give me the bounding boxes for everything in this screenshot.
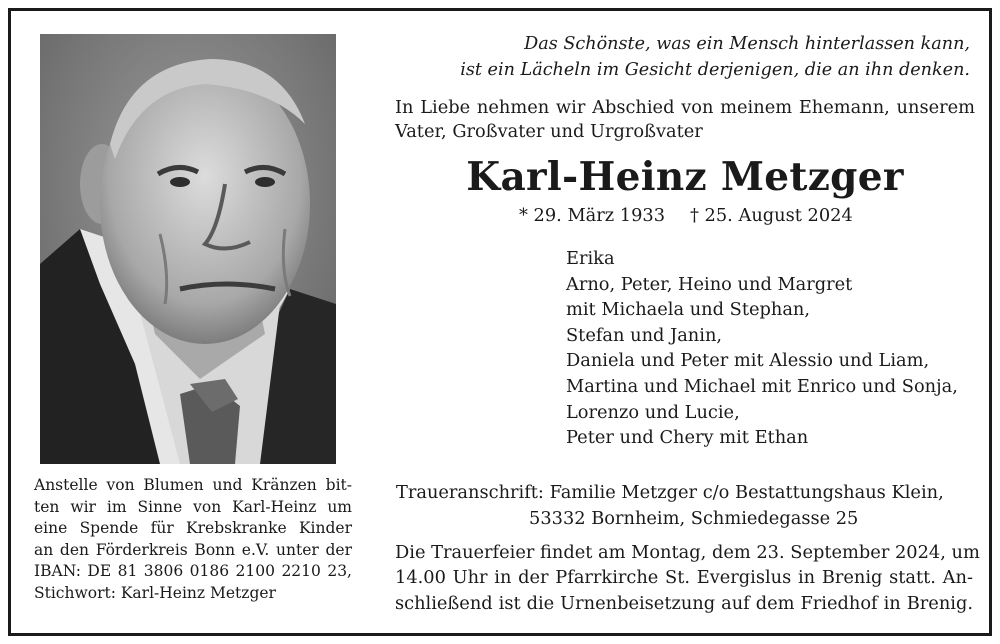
- intro-text: [395, 96, 975, 144]
- portrait-photo: [40, 34, 336, 464]
- deceased-name: Karl-Heinz Metzger: [466, 154, 904, 200]
- address-line-2: 53332 Bornheim, Schmiedegasse 25: [529, 508, 859, 529]
- family-line: Peter und Chery mit Ethan: [566, 427, 809, 449]
- donation-line: ten wir im Sinne von Karl-Heinz um: [34, 497, 352, 516]
- donation-line: eine Spende für Krebskranke Kinder: [34, 519, 352, 538]
- service-line-2: 14.00 Uhr in der Pfarrkirche St. Evergislus in Brenig statt. An-: [395, 567, 973, 589]
- family-line: Daniela und Peter mit Alessio und Liam,: [566, 350, 930, 372]
- address-line-1: Traueranschrift: Familie Metzger c/o Bestattungshaus Klein,: [396, 482, 944, 503]
- intro-line-1: In Liebe nehmen wir Abschied von meinem Ehemann, unserem: [395, 97, 975, 118]
- family-line: Stefan und Janin,: [566, 324, 723, 346]
- family-line: Lorenzo und Lucie,: [566, 401, 740, 423]
- family-list: [566, 246, 986, 451]
- family-line: mit Michaela und Stephan,: [566, 299, 811, 321]
- service-line-3: schließend ist die Urnenbeisetzung auf dem Friedhof in Brenig.: [395, 592, 973, 614]
- service-line-1: Die Trauerfeier findet am Montag, dem 23. September 2024, um: [395, 542, 980, 563]
- mourning-address: [396, 480, 976, 532]
- intro-line-2: Vater, Großvater und Urgroßvater: [395, 121, 703, 142]
- funeral-service-text: [395, 540, 980, 616]
- donation-keyword: Stichwort: Karl-Heinz Metzger: [34, 583, 276, 602]
- quote-line-2: ist ein Lächeln im Gesicht derjenigen, die an ihn denken.: [460, 60, 970, 80]
- donation-line: Anstelle von Blumen und Kränzen bit-: [34, 476, 352, 494]
- portrait-image: [40, 34, 336, 464]
- quote-line-1: Das Schönste, was ein Mensch hinterlassen kann,: [524, 34, 970, 54]
- donation-line: an den Förderkreis Bonn e.V. unter der: [34, 540, 352, 559]
- donation-text: [34, 475, 352, 605]
- donation-iban: IBAN: DE 81 3806 0186 2100 2210 23,: [34, 562, 352, 581]
- family-line: Erika: [566, 248, 615, 269]
- death-date: † 25. August 2024: [690, 205, 853, 226]
- family-line: Arno, Peter, Heino und Margret: [566, 273, 853, 295]
- birth-date: * 29. März 1933: [519, 205, 666, 226]
- family-line: Martina und Michael mit Enrico und Sonja,: [566, 375, 958, 397]
